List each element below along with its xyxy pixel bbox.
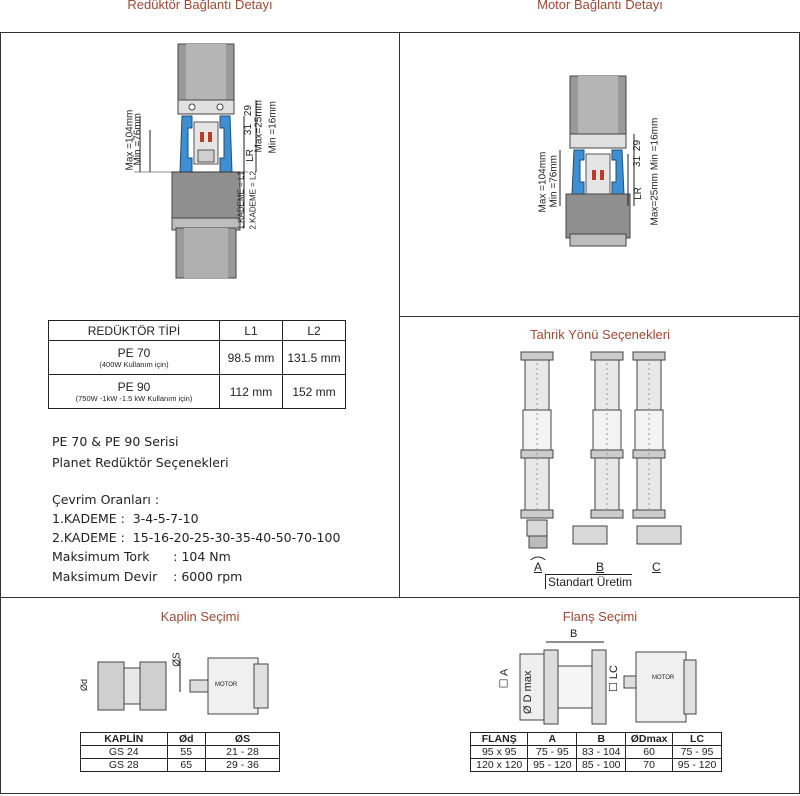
reducer-table-header-l2: L2 (283, 321, 346, 341)
reducer-l1-label: 1.KADEME = L1 (236, 171, 246, 230)
motor-max-label: Max =104mm (537, 151, 549, 213)
divider-right-middle (399, 316, 800, 317)
flange-cell: 95 - 120 (673, 759, 722, 772)
motor-min-label: Min =76mm (548, 154, 560, 208)
motor-connection-title: Motor Bağlantı Detayı (537, 0, 663, 12)
reducer-max-label: Max =104mm (124, 109, 136, 171)
reducer-connection-title: Redüktör Bağlantı Detayı (127, 0, 273, 12)
flange-header-b: B (577, 733, 626, 746)
reducer-l1-cell: 98.5 mm (220, 341, 283, 375)
flange-lc-label: ☐ LC (607, 665, 620, 692)
series-line1: PE 70 & PE 90 Serisi (52, 434, 179, 449)
flange-header-dmax: ØDmax (626, 733, 673, 746)
option-b-label: B (596, 560, 605, 574)
reducer-lr-label: LR (244, 149, 256, 162)
option-a-label: A (534, 560, 543, 574)
coupling-od-label: Ød (79, 678, 90, 692)
coupling-os-label: ØS (171, 652, 183, 667)
reducer-type-cell (49, 375, 220, 409)
table-row (49, 375, 346, 409)
standard-production-label: Standart Üretim (545, 574, 632, 589)
stage2-ratios: 2.KADEME : 15-16-20-25-30-35-40-50-70-100 (52, 530, 341, 545)
motor-29-label: 29 (632, 139, 644, 152)
stage1-ratios: 1.KADEME : 3-4-5-7-10 (52, 511, 199, 526)
flange-a-label: ☐ A (498, 668, 511, 689)
flange-header-lc: LC (673, 733, 722, 746)
flange-cell: 75 - 95 (528, 746, 577, 759)
table-row (49, 341, 346, 375)
flange-cell: 85 - 100 (577, 759, 626, 772)
coupling-table (80, 732, 280, 772)
motor-31-label: 31 (632, 155, 644, 168)
coupling-cell: 29 - 36 (205, 759, 279, 772)
reducer-max25-label: Max=25mm (253, 99, 265, 153)
reducer-l2-label: 2.KADEME = L2 (248, 171, 258, 230)
drive-direction-drawing (505, 350, 705, 560)
max-torque: Maksimum Tork : 104 Nm (52, 549, 231, 564)
table-row (81, 759, 280, 772)
reducer-type: PE 90 (117, 380, 151, 394)
coupling-title: Kaplin Seçimi (160, 609, 240, 624)
flange-title: Flanş Seçimi (562, 609, 638, 624)
flange-header-flans: FLANŞ (471, 733, 528, 746)
motor-lr-label: LR (632, 187, 644, 200)
drive-direction-title: Tahrik Yönü Seçenekleri (530, 327, 670, 342)
flange-cell: 75 - 95 (673, 746, 722, 759)
flange-table (470, 732, 722, 772)
series-line2: Planet Redüktör Seçenekleri (52, 455, 229, 470)
reducer-type-cell (49, 341, 220, 375)
flange-header-a: A (528, 733, 577, 746)
coupling-header-os: ØS (205, 733, 279, 746)
coupling-cell: 65 (167, 759, 205, 772)
reducer-l2-cell: 131.5 mm (283, 341, 346, 375)
coupling-motor-label: MOTOR (215, 682, 238, 688)
coupling-cell: 21 - 28 (205, 746, 279, 759)
reducer-l2-cell: 152 mm (283, 375, 346, 409)
table-row (471, 746, 722, 759)
coupling-table-header (81, 733, 280, 746)
flange-dmax-label: Ø D max (522, 670, 534, 714)
reducer-min16-label: Min =16mm (267, 100, 279, 154)
flange-cell: 95 - 120 (528, 759, 577, 772)
reducer-type: PE 70 (117, 346, 151, 360)
reducer-note: (400W Kullanım için) (99, 360, 169, 369)
flange-cell: 120 x 120 (471, 759, 528, 772)
coupling-cell: 55 (167, 746, 205, 759)
flange-b-label: B (570, 628, 578, 640)
reducer-note: (750W -1kW -1.5 kW Kullanım için) (75, 394, 193, 403)
reducer-min-label: Min =76mm (132, 112, 144, 166)
coupling-header-od: Ød (167, 733, 205, 746)
coupling-cell: GS 28 (81, 759, 168, 772)
reducer-31-label: 31 (243, 123, 255, 136)
table-row (81, 746, 280, 759)
option-c-label: C (652, 560, 661, 574)
reducer-29-label: 29 (243, 104, 255, 117)
flange-cell: 83 - 104 (577, 746, 626, 759)
reducer-table (48, 320, 346, 409)
flange-cell: 95 x 95 (471, 746, 528, 759)
coupling-header-kaplin: KAPLİN (81, 733, 168, 746)
flange-cell: 70 (626, 759, 673, 772)
table-row (471, 759, 722, 772)
reducer-connection-drawing (120, 38, 290, 288)
coupling-cell: GS 24 (81, 746, 168, 759)
flange-cell: 60 (626, 746, 673, 759)
reducer-l1-cell: 112 mm (220, 375, 283, 409)
reducer-table-header (49, 321, 346, 341)
ratios-title: Çevrim Oranları : (52, 492, 160, 507)
reducer-table-header-type: REDÜKTÖR TİPİ (49, 321, 220, 341)
divider-vertical (399, 32, 400, 598)
flange-table-header (471, 733, 722, 746)
flange-motor-label: MOTOR (652, 675, 675, 681)
divider-bottom (0, 597, 800, 598)
motor-maxmin-label: Max=25mm Min =16mm (649, 117, 661, 226)
max-speed: Maksimum Devir : 6000 rpm (52, 569, 243, 584)
reducer-table-header-l1: L1 (220, 321, 283, 341)
